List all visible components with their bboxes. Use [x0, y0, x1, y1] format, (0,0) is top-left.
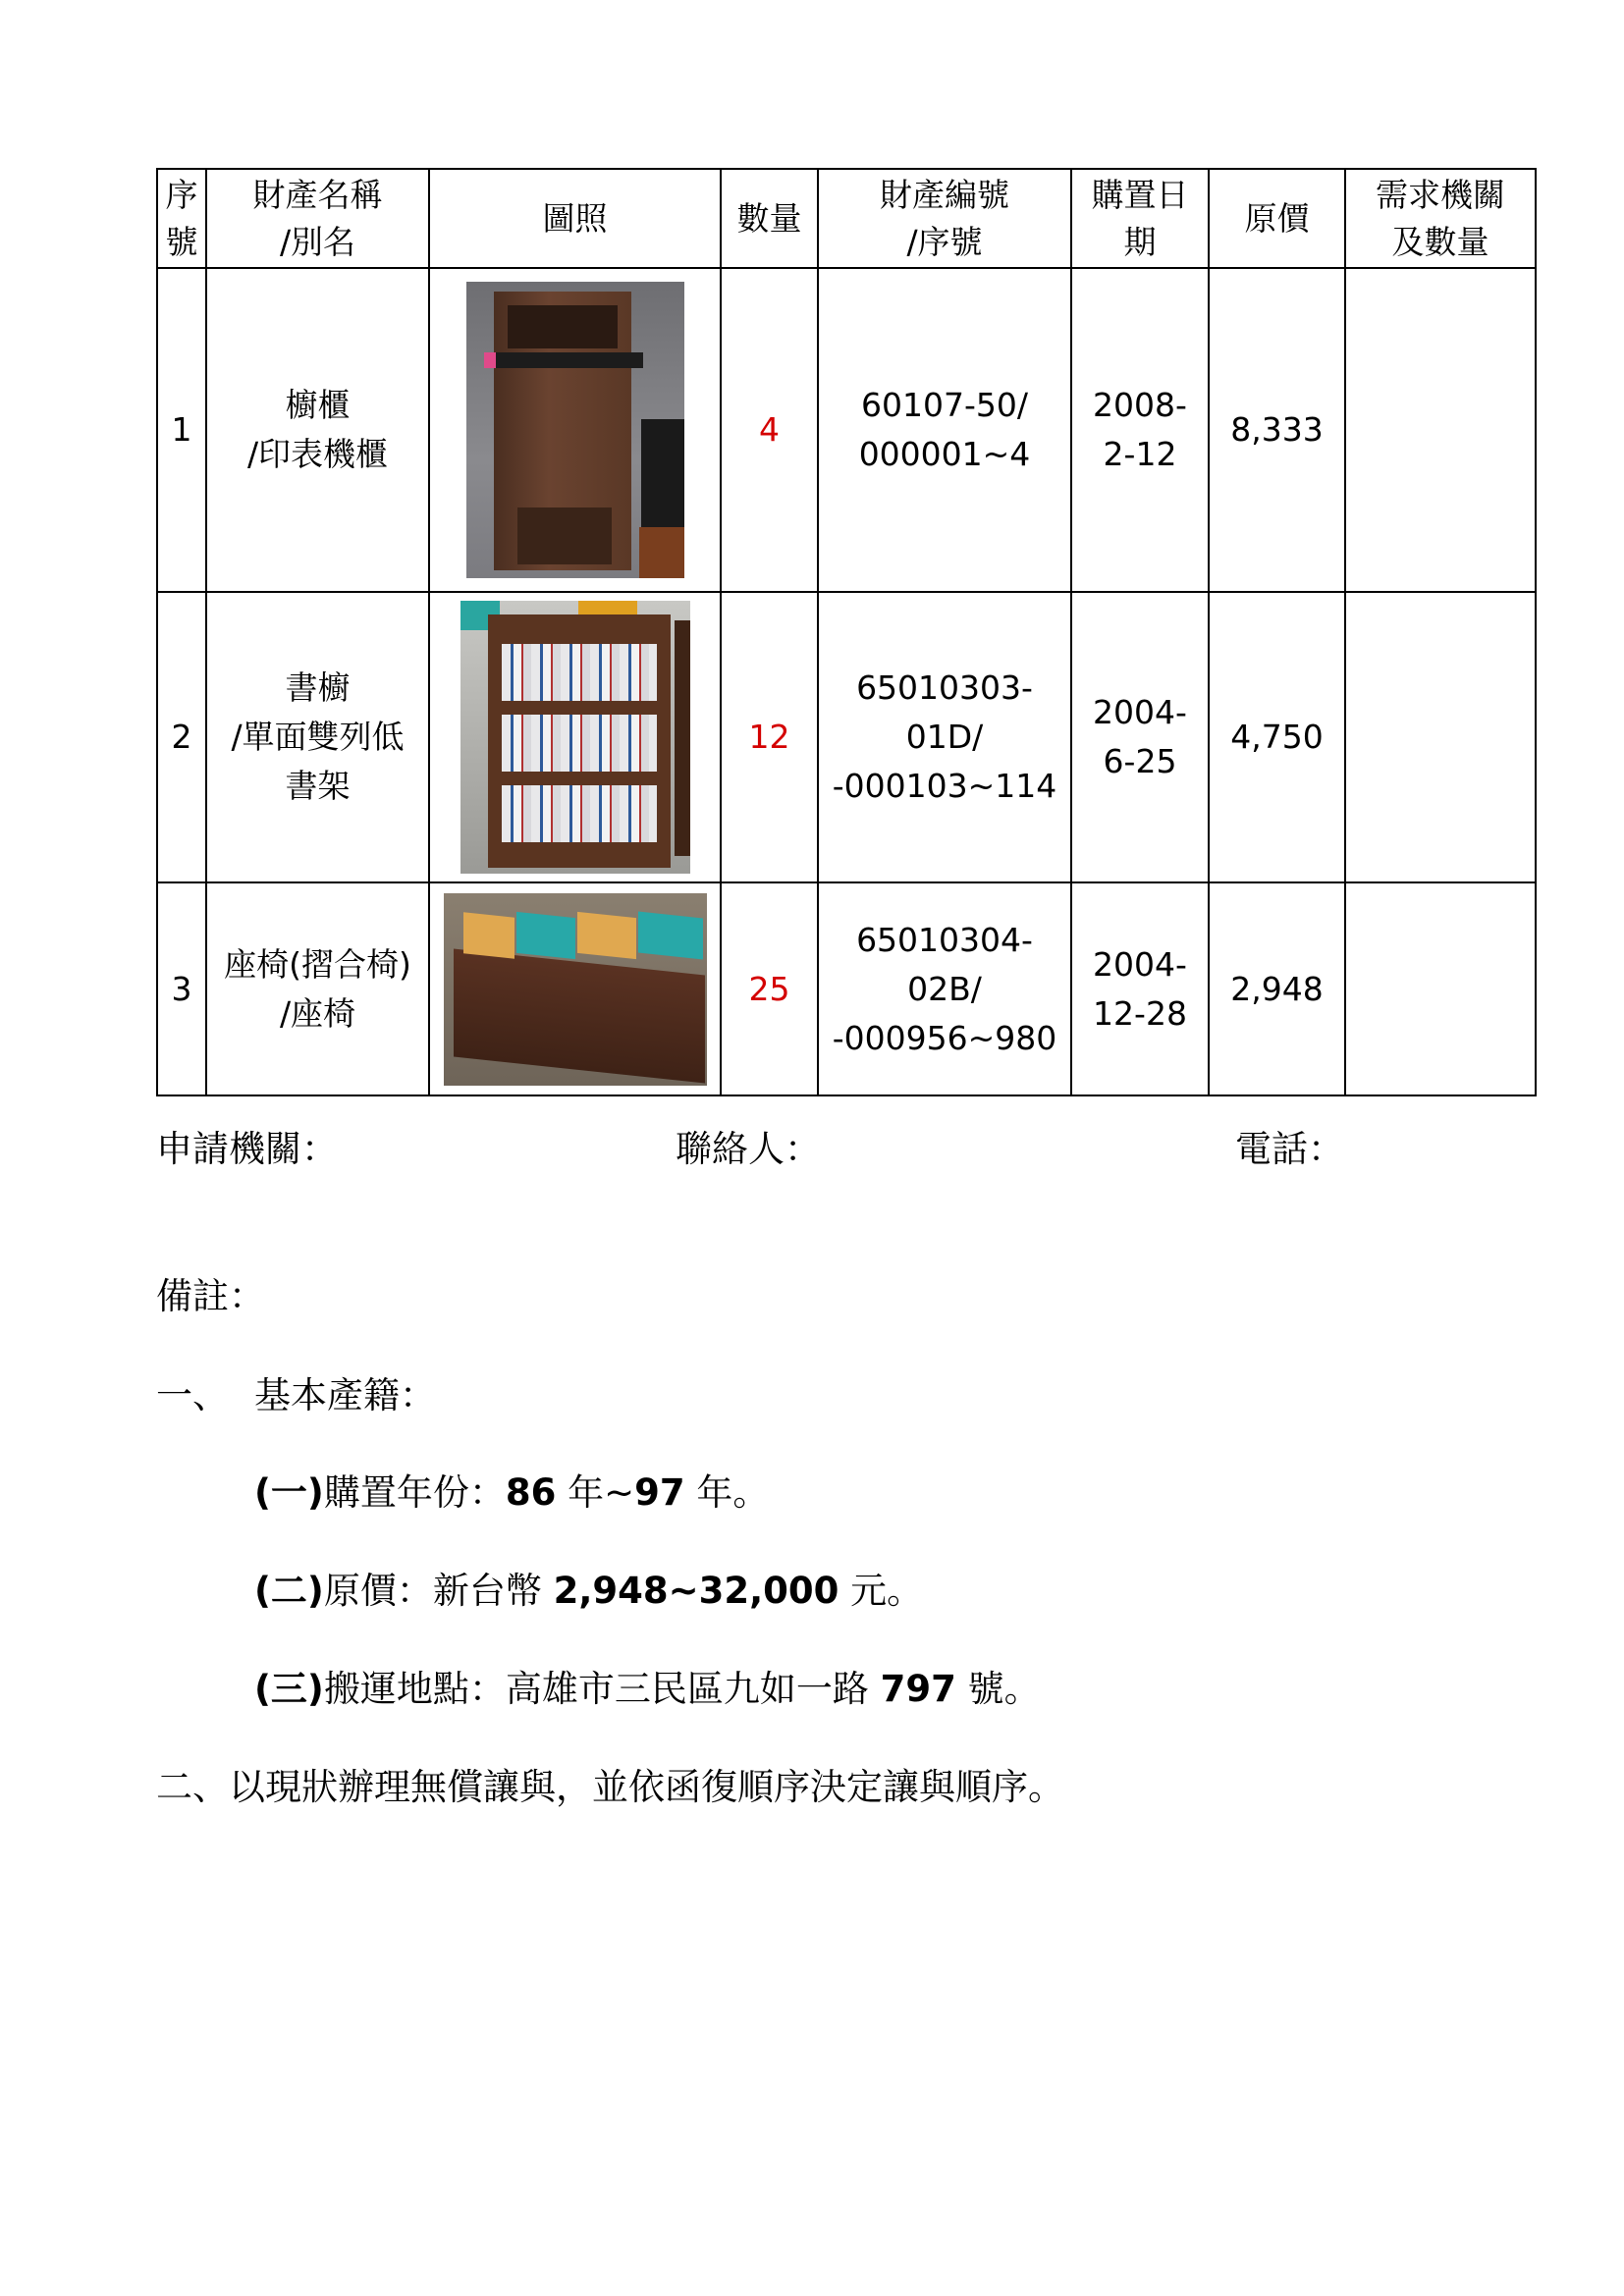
- header-price: 原價: [1209, 169, 1345, 268]
- cell-photo: [429, 592, 721, 882]
- cell-price: 2,948: [1209, 882, 1345, 1095]
- agency-label: 申請機關：: [156, 1128, 338, 1170]
- cell-qty: 25: [721, 882, 818, 1095]
- header-code: 財產編號 /序號: [818, 169, 1071, 268]
- cell-demand: [1345, 882, 1536, 1095]
- cell-photo: [429, 268, 721, 592]
- note-sub-3: (三)搬運地點：高雄市三民區九如一路 797 號。: [254, 1668, 1041, 1710]
- note-sub-1: (一)購置年份：86 年~97 年。: [254, 1471, 770, 1514]
- table-row: [157, 882, 1536, 1095]
- header-qty: 數量: [721, 169, 818, 268]
- cell-qty: 4: [721, 268, 818, 592]
- table-row: [157, 592, 1536, 882]
- cell-demand: [1345, 268, 1536, 592]
- cell-qty: 12: [721, 592, 818, 882]
- header-demand: 需求機關 及數量: [1345, 169, 1536, 268]
- cell-name: 座椅(摺合椅) /座椅: [206, 882, 429, 1095]
- printer-cabinet-photo: [466, 282, 684, 578]
- cell-seq: 1: [157, 268, 206, 592]
- cell-price: 8,333: [1209, 268, 1345, 592]
- note-sub-2: (二)原價：新台幣 2,948~32,000 元。: [254, 1570, 924, 1612]
- cell-photo: [429, 882, 721, 1095]
- table-row: [157, 268, 1536, 592]
- note-item-1: [156, 1371, 436, 1420]
- cell-code: 60107-50/ 000001~4: [818, 268, 1071, 592]
- cell-code: 65010303- 01D/ -000103~114: [818, 592, 1071, 882]
- header-date: 購置日 期: [1071, 169, 1209, 268]
- notes-heading: 備註：: [156, 1275, 265, 1317]
- cell-demand: [1345, 592, 1536, 882]
- bench-photo: [444, 893, 707, 1086]
- header-seq: 序 號: [157, 169, 206, 268]
- cell-date: 2004- 6-25: [1071, 592, 1209, 882]
- asset-table: [156, 168, 1537, 1096]
- header-photo: 圖照: [429, 169, 721, 268]
- bookshelf-photo: [460, 601, 690, 874]
- cell-name: 書櫥 /單面雙列低 書架: [206, 592, 429, 882]
- note-item-1-mark: 一、: [156, 1374, 229, 1416]
- note-item-2: 二、以現狀辦理無償讓與，並依函復順序決定讓與順序。: [156, 1766, 1064, 1808]
- cell-seq: 3: [157, 882, 206, 1095]
- cell-seq: 2: [157, 592, 206, 882]
- note-item-1-title: 基本產籍：: [254, 1374, 436, 1416]
- cell-date: 2004- 12-28: [1071, 882, 1209, 1095]
- table-header-row: [157, 169, 1536, 268]
- cell-code: 65010304- 02B/ -000956~980: [818, 882, 1071, 1095]
- header-name: 財產名稱 /別名: [206, 169, 429, 268]
- phone-label: 電話：: [1235, 1128, 1344, 1170]
- cell-price: 4,750: [1209, 592, 1345, 882]
- contact-person-label: 聯絡人：: [676, 1128, 821, 1170]
- cell-name: 櫥櫃 /印表機櫃: [206, 268, 429, 592]
- cell-date: 2008- 2-12: [1071, 268, 1209, 592]
